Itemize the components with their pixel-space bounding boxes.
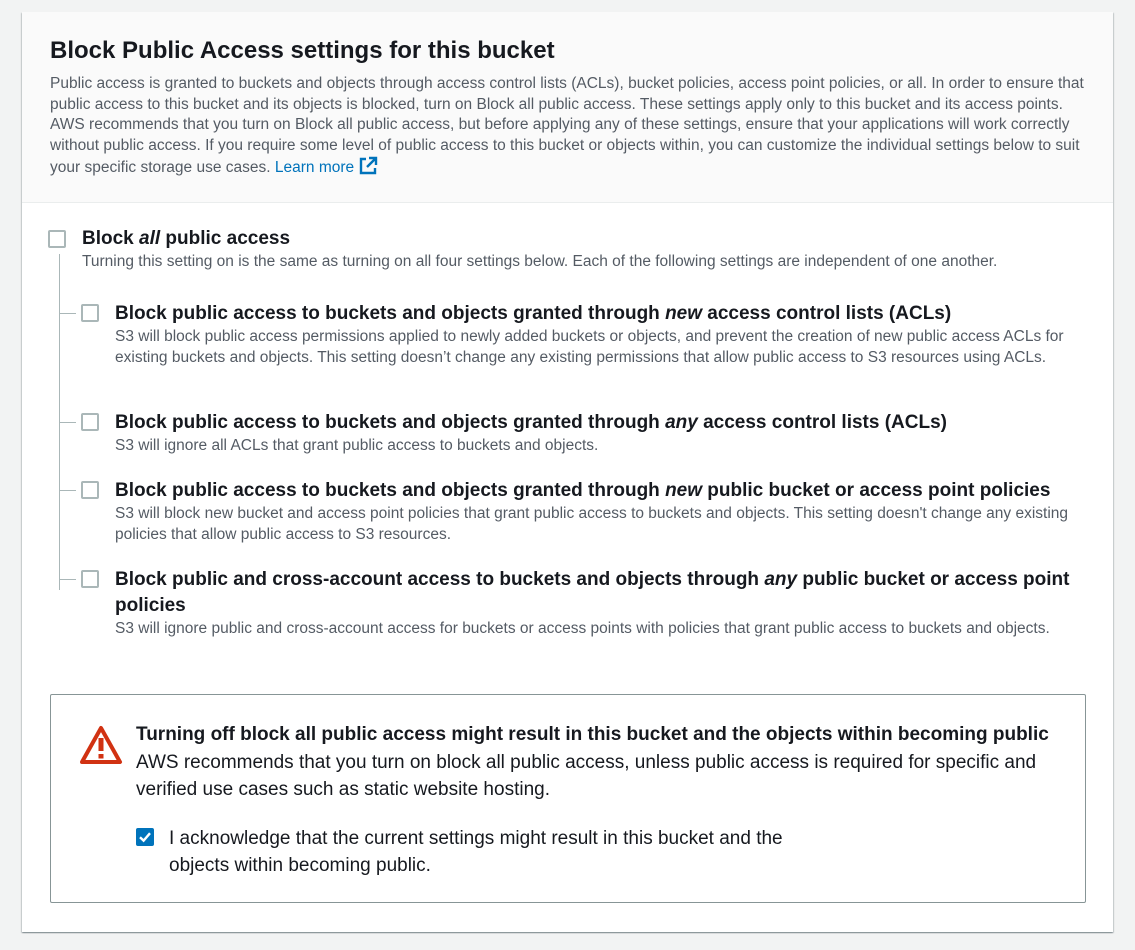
option-label-pre: Block public access to buckets and objects granted through [115,480,666,501]
acknowledge-checkbox[interactable] [136,828,154,846]
option-any-acls-checkbox[interactable] [81,413,99,431]
external-link-icon [358,156,378,176]
option-new-acls[interactable] [81,301,1086,368]
panel-header [22,12,1113,203]
acknowledge-label: I acknowledge that the current settings might result in this bucket and the objects within becoming public. [169,828,783,876]
learn-more-link[interactable] [275,159,378,176]
option-label-em: new [665,480,703,501]
option-new-policies-checkbox[interactable] [81,481,99,499]
option-any-acls-label [115,410,1086,436]
tree-branch [60,490,76,491]
tree-branch [60,579,76,580]
option-new-policies[interactable] [81,478,1086,545]
option-label-pre: Block public access to buckets and objects granted through [115,303,666,324]
option-label-post: access control lists (ACLs) [697,412,948,433]
block-all-label-pre: Block [82,228,140,249]
warning-icon [79,725,123,765]
option-label-em: any [665,412,698,433]
block-all-description: Turning this setting on is the same as turning on all four settings below. Each of the following settings are independent of one another. [82,253,998,270]
option-label-pre: Block public and cross-account access to buckets and objects through [115,569,765,590]
option-new-acls-checkbox[interactable] [81,304,99,322]
option-any-policies-label [115,567,1086,619]
option-label-post: access control lists (ACLs) [702,303,952,324]
option-any-policies[interactable] [81,567,1086,640]
panel-description [50,74,1085,179]
block-all-option[interactable] [48,227,1085,279]
panel-description-text: Public access is granted to buckets and objects through access control lists (ACLs), bucket policies, access point policies, or all. In order to ensure that public access to this bucket and its objects is blocked, turn on Block all public access. These settings apply only to this bucket and its access points. AWS recommends that you turn on Block all public access, but before applying any of these settings, ensure that your applications will work correctly without public access. If you require some level of public access to this bucket or objects within, you can customize the individual settings below to suit your specific storage use cases. [50,75,1084,177]
option-new-acls-label [115,301,1086,327]
warning-text: AWS recommends that you turn on block all public access, unless public access is required for specific and verified use cases such as static website hosting. [136,752,1037,800]
checkmark-icon [138,830,152,844]
block-public-access-panel [22,12,1113,932]
option-any-policies-checkbox[interactable] [81,570,99,588]
option-label-em: new [665,303,703,324]
warning-alert [50,694,1086,903]
option-label-post: public bucket or access point policies [702,480,1051,501]
block-all-label-post: public access [160,228,291,249]
settings-body [22,203,1113,637]
panel-title: Block Public Access settings for this bucket [50,37,555,64]
option-label-post: public bucket or access point policies [115,569,1070,616]
acknowledge-option[interactable] [136,825,836,879]
learn-more-label: Learn more [274,159,355,177]
option-any-acls[interactable] [81,410,1086,457]
option-new-acls-description: S3 will block public access permissions applied to newly added buckets or objects, and prevent the creation of new public access ACLs for existing buckets and objects. This setting doesn’t change any existing permissions that allow public access to S3 resources using ACLs. [115,328,1064,366]
block-all-label [82,227,290,251]
option-any-acls-description: S3 will ignore all ACLs that grant public access to buckets and objects. [115,437,599,454]
option-label-em: any [764,569,798,590]
block-all-label-em: all [139,228,161,249]
option-new-policies-label [115,478,1086,504]
warning-title: Turning off block all public access might result in this bucket and the objects within becoming public [136,724,1049,745]
tree-branch [60,422,76,423]
block-all-checkbox[interactable] [48,230,66,248]
option-new-policies-description: S3 will block new bucket and access point policies that grant public access to buckets and objects. This setting doesn't change any existing policies that allow public access to S3 resources. [115,505,1069,543]
tree-branch [60,313,76,314]
option-label-pre: Block public access to buckets and objects granted through [115,412,666,433]
option-any-policies-description: S3 will ignore public and cross-account access for buckets or access points with policies that grant public access to buckets and objects. [115,620,1050,637]
